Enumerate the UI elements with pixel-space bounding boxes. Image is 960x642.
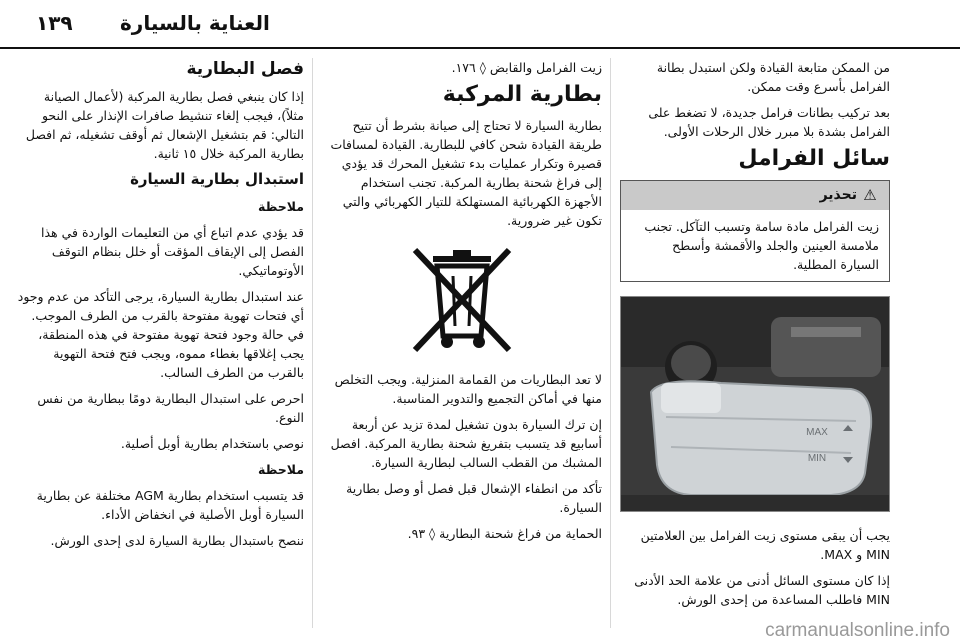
replace-paragraph-4: ننصح باستبدال بطارية السيارة لدى إحدى الورش. [50,533,304,548]
fluid-level-text: يجب أن يبقى مستوى زيت الفرامل بين العلامتين MIN و MAX. [640,528,890,562]
battery-paragraph-2: لا تعد البطاريات من القمامة المنزلية. ويجب التخلص منها في أماكن التجميع والتدوير المناسبة. [334,372,602,406]
note-title: ملاحظة [258,199,304,214]
brake-lining-text: من الممكن متابعة القيادة ولكن استبدل بطانة الفرامل بأسرع وقت ممكن. [656,60,890,94]
column-divider [610,58,611,628]
left-column [16,58,304,557]
disconnect-paragraph: إذا كان ينبغي فصل بطارية المركبة (لأعمال الصيانة مثلاً)، فيجب إلغاء تنشيط صافرات الإنذار على النحو التالي: قم بتشغيل الإشعال ثم أوقف تشغيله، ثم افصل بطارية المركبة خلال ١٥ ثانية. [25,89,304,161]
warning-text: زيت الفرامل مادة سامة وتسبب التآكل. تجنب ملامسة العينين والجلد والأقمشة وأسطح السيارة المطلية. [644,219,879,272]
warning-header [621,181,889,210]
page-title: العناية بالسيارة [120,11,270,35]
warning-title: تحذير [819,187,857,203]
replace-paragraph-3: نوصي باستخدام بطارية أوبل أصلية. [120,436,304,451]
vehicle-battery-heading: بطارية المركبة [442,82,602,107]
page-header [0,0,960,48]
brake-fluid-heading: سائل الفرامل [738,146,890,171]
middle-column [322,58,602,550]
note-text: قد يتسبب استخدام بطارية AGM مختلفة عن بطارية السيارة أوبل الأصلية في انخفاض الأداء. [36,488,304,522]
battery-paragraph-3: إن ترك السيارة بدون تشغيل لمدة تزيد عن أربعة أسابيع قد يتسبب بتفريغ شحنة بطارية المركبة. افصل المشبك من القطب السالب لبطارية السيارة. [330,417,602,470]
battery-paragraph-1: بطارية السيارة لا تحتاج إلى صيانة بشرط أن تتيح طريقة القيادة شحن كافي للبطارية. القيادة لمسافات قصيرة وتكرار عمليات بدء تشغيل المحرك قد يؤدي إلى فراغ شحنة بطارية المركبة. تجنب استخدام الأجهزة الكهربائية المستهلكة للتيار الكهربائي والتي تكون غير ضرورية. [330,118,602,228]
brake-fluid-reservoir-photo [620,296,890,512]
watermark: carmanualsonline.info [765,620,950,641]
brake-fluid-ref: زيت الفرامل والقابض ◊ ١٧٦. [451,60,602,75]
battery-paragraph-4: تأكد من انطفاء الإشعال قبل فصل أو وصل بطارية السيارة. [346,481,602,515]
header-rule [0,47,960,49]
brake-lining-text-2: بعد تركيب بطانات فرامل جديدة، لا تضغط على الفرامل بشدة بلا مبرر خلال الرحلات الأولى. [648,105,890,139]
battery-paragraph-5: الحماية من فراغ شحنة البطارية ◊ ٩٣. [407,526,602,541]
min-mark-label: MIN [807,453,827,464]
right-column [620,58,890,616]
crossed-out-wheeled-bin-icon [407,244,517,356]
note-title: ملاحظة [258,462,304,477]
replace-paragraph-2: احرص على استبدال البطارية دومًا ببطارية من نفس النوع. [37,391,304,425]
disconnect-battery-heading: فصل البطارية [186,59,304,79]
replace-battery-heading: استبدال بطارية السيارة [130,170,304,188]
column-divider [312,58,313,628]
warning-triangle-icon: ⚠ [863,186,877,204]
page-number: ١٣٩ [36,11,73,35]
fluid-low-text: إذا كان مستوى السائل أدنى من علامة الحد الأدنى MIN فاطلب المساعدة من إحدى الورش. [634,573,890,607]
warning-box [620,180,890,282]
replace-paragraph-1: عند استبدال بطارية السيارة، يرجى التأكد من عدم وجود أي فتحات تهوية مفتوحة بالقرب من الطرف الموجب. في حالة وجود فتحة تهوية مفتوحة في هذه المنطقة، يجب إغلاقها بغطاء مموه، ويجب فتح فتحة التهوية بالقرب من الطرف السالب. [17,289,304,380]
max-mark-label: MAX [806,427,828,438]
note-text: قد يؤدي عدم اتباع أي من التعليمات الواردة في هذا الفصل إلى الإيقاف المؤقت أو خلل بنظام التوقف الأوتوماتيكي. [41,225,304,278]
